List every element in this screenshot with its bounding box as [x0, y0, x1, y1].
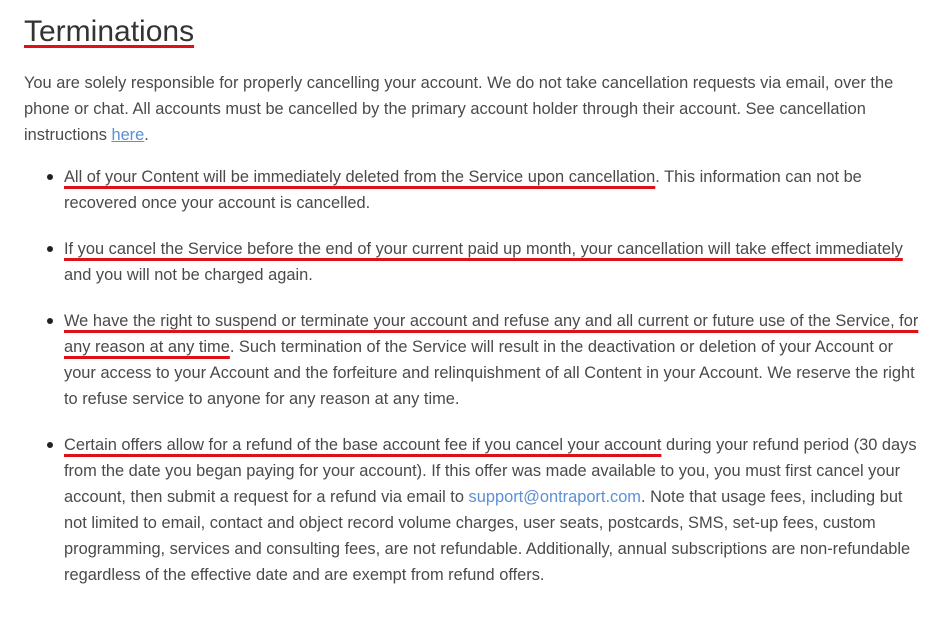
list-item [64, 432, 926, 588]
item-text: . Such termination of the Service will result in the deactivation or deletion of your Account or your access to your Account and the forfeiture and relinquishment of all Content in your Account. We reserve the right to refuse service to anyone for any reason at any time. [64, 338, 915, 408]
list-item [64, 308, 926, 412]
item-text: during your refund period (30 days from the date you began paying for your account). If this offer was made available to you, you must first cancel your account, then submit a request for a refund via email to [64, 436, 917, 506]
intro-paragraph [24, 70, 926, 148]
highlighted-text: We have the right to suspend or terminate your account and refuse any and all current or future use of the Service, for any reason at any time [64, 312, 919, 356]
highlighted-text: If you cancel the Service before the end of your current paid up month, your cancellation will take effect immediately [64, 240, 903, 258]
item-text: and you will not be charged again. [64, 266, 313, 284]
list-item [64, 236, 926, 288]
item-text: . This information can not be recovered once your account is cancelled. [64, 168, 862, 212]
bullet-icon [47, 318, 53, 324]
bullet-icon [47, 442, 53, 448]
support-email-link[interactable]: support@ontraport.com [468, 488, 641, 506]
list-item [64, 164, 926, 216]
highlighted-text: All of your Content will be immediately deleted from the Service upon cancellation [64, 168, 656, 186]
item-text-continued: . Note that usage fees, including but not limited to email, contact and object record volume charges, user seats, postcards, SMS, set-up fees, custom programming, services and consulting fees, are not refundable. Additionally, annual subscriptions are non-refundable regardless of the effective date and are exempt from refund offers. [64, 488, 911, 584]
highlighted-text: Certain offers allow for a refund of the base account fee if you cancel your account [64, 436, 662, 454]
intro-period: . [144, 126, 149, 144]
cancellation-instructions-link[interactable]: here [111, 126, 145, 144]
bullet-icon [47, 246, 53, 252]
page-title: Terminations [24, 15, 195, 48]
bullet-icon [47, 174, 53, 180]
terms-list [24, 164, 926, 588]
intro-text: You are solely responsible for properly cancelling your account. We do not take cancellation requests via email, over the phone or chat. All accounts must be cancelled by the primary account holder through their account. See cancellation instructions [24, 74, 894, 144]
